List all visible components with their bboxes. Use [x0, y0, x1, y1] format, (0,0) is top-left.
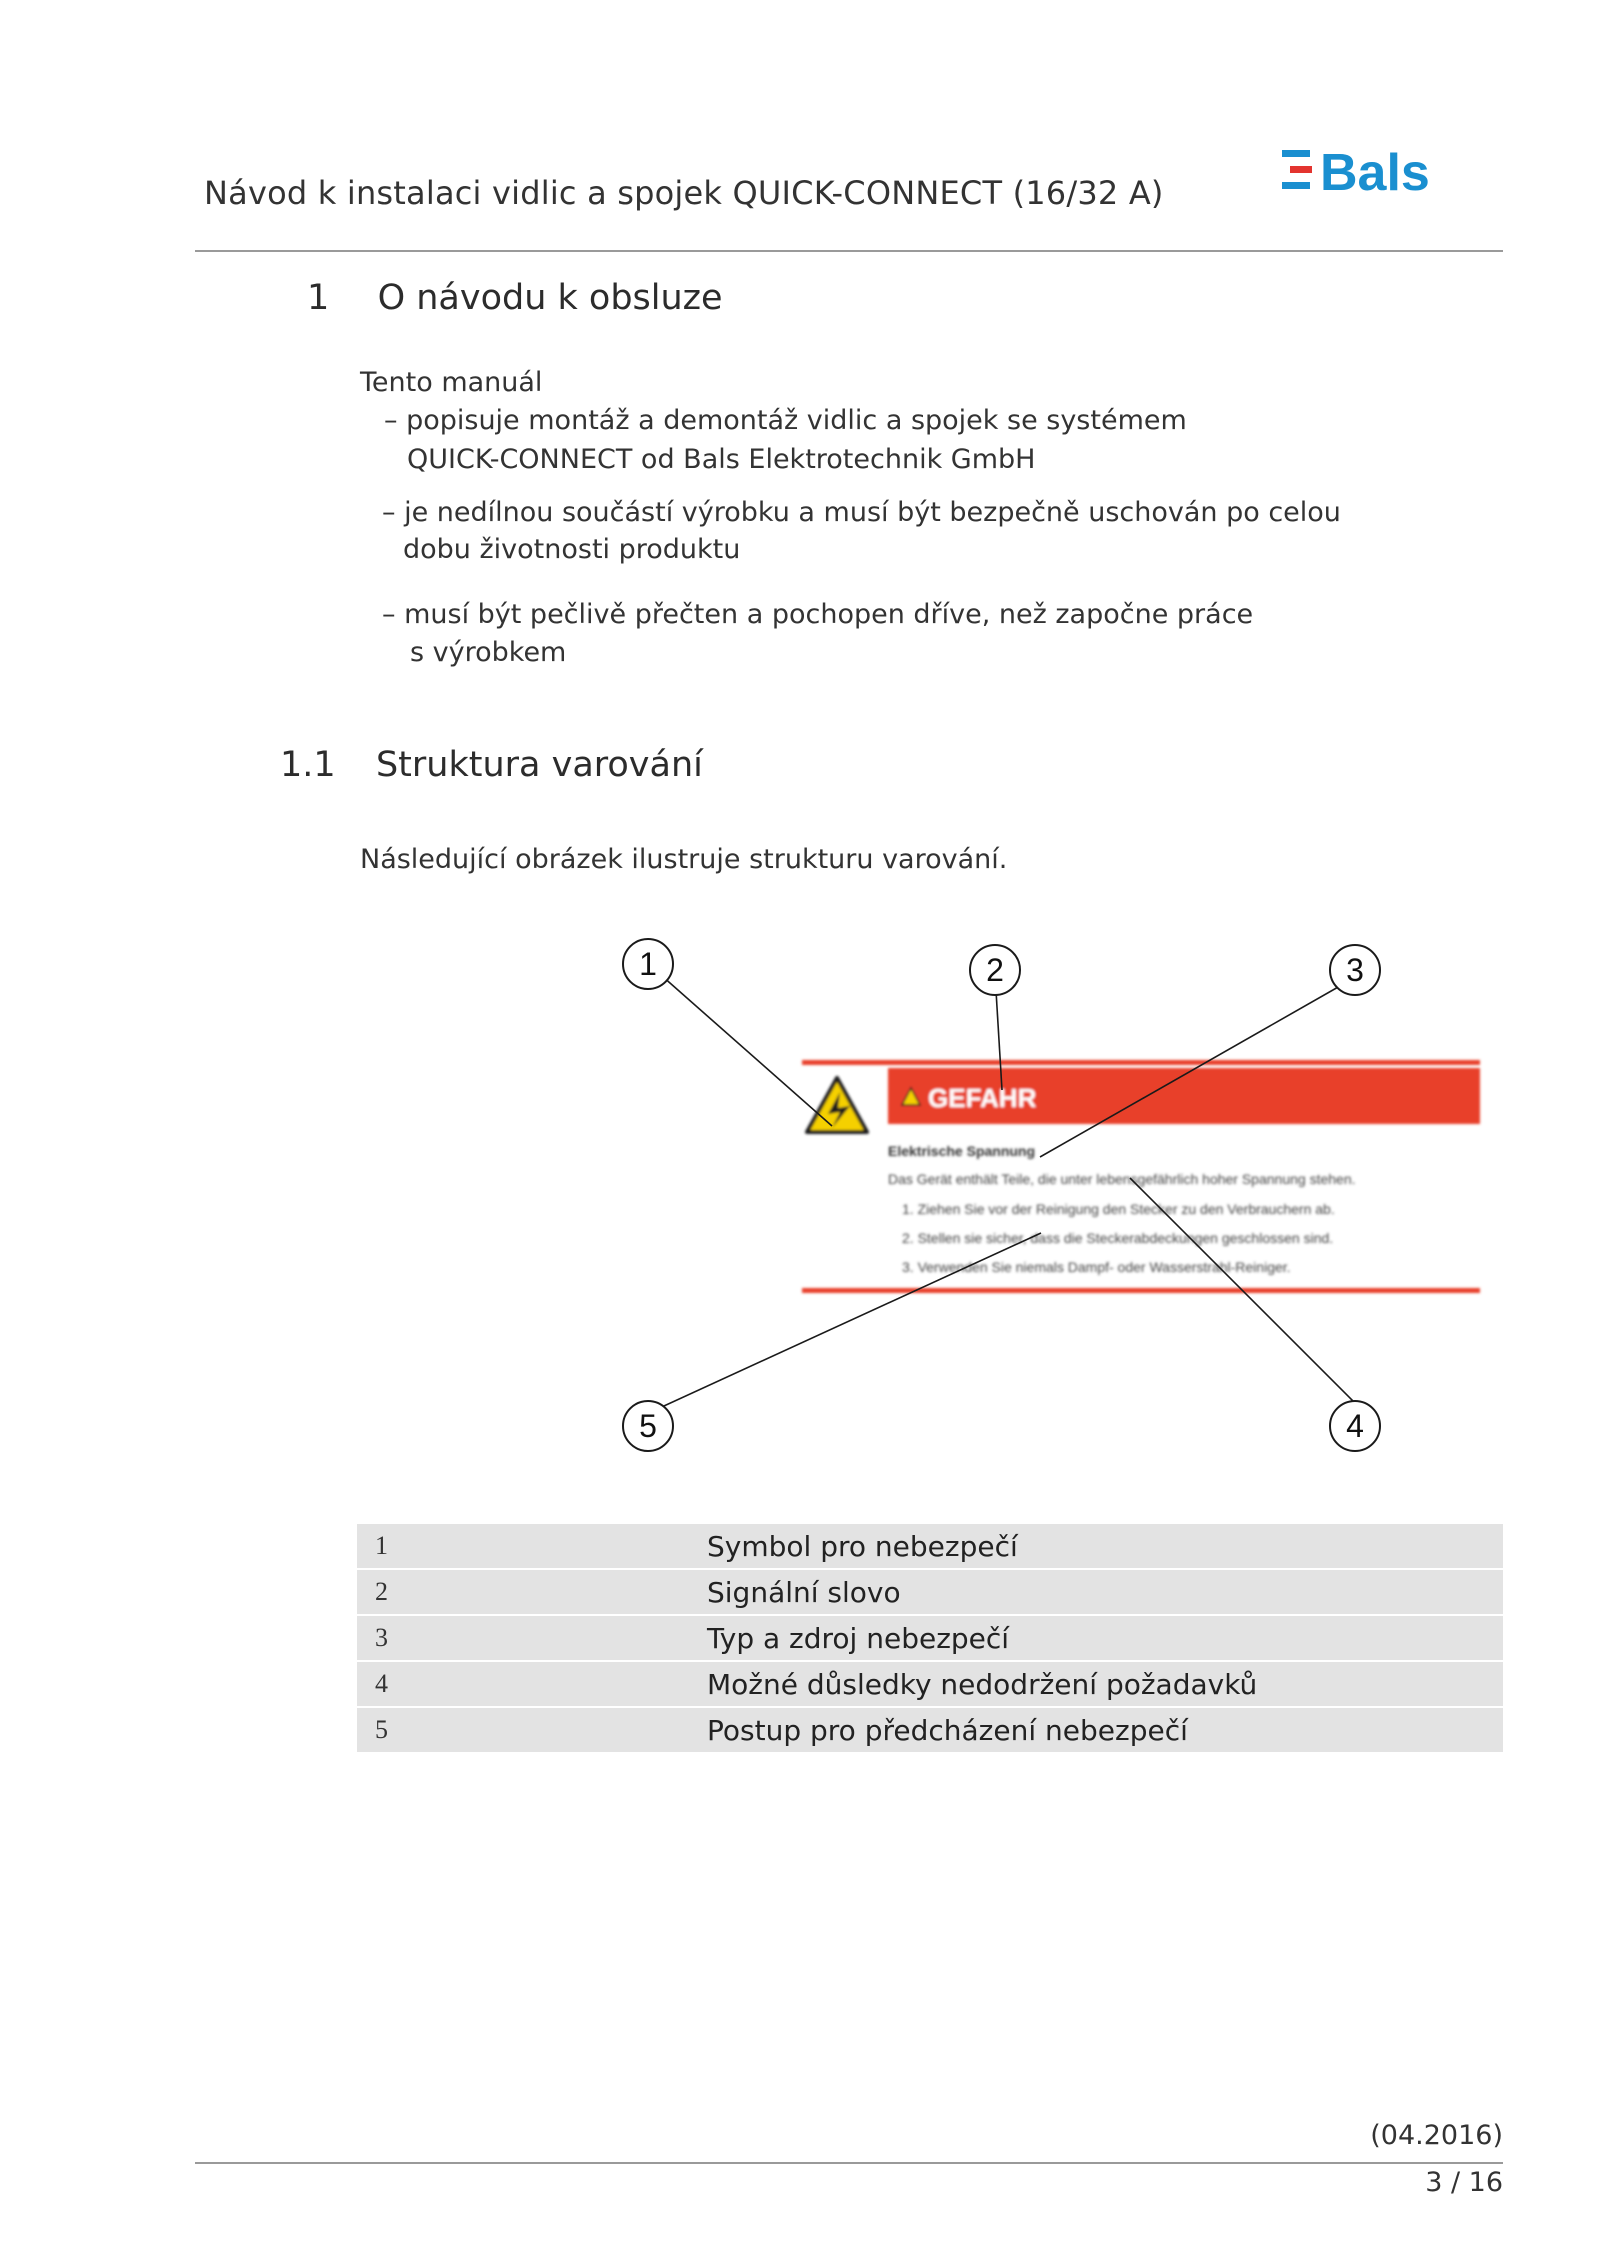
table-row	[357, 1524, 1503, 1568]
legend-table	[357, 1524, 1503, 1754]
section-title: O návodu k obsluze	[377, 278, 723, 318]
svg-text:5: 5	[639, 1408, 657, 1444]
legend-text: Signální slovo	[707, 1576, 901, 1609]
legend-number: 2	[375, 1577, 388, 1606]
hazard-type: Elektrische Spannung	[888, 1143, 1036, 1159]
electric-hazard-icon	[807, 1078, 867, 1132]
section-heading-1-1	[280, 745, 703, 785]
logo-wordmark: Bals	[1320, 144, 1430, 196]
warning-bottom-rule	[802, 1288, 1480, 1293]
legend-number: 1	[375, 1531, 388, 1560]
signal-word: GEFAHR	[928, 1083, 1037, 1113]
intro-text: Tento manuál	[360, 367, 543, 398]
legend-number: 3	[375, 1623, 388, 1652]
warning-structure-figure	[600, 930, 1500, 1470]
callout-4	[1330, 1401, 1380, 1451]
section-heading-1	[307, 278, 723, 318]
warning-top-rule	[802, 1060, 1480, 1065]
bullet-2-line-2: dobu životnosti produktu	[403, 534, 741, 565]
header-rule	[195, 250, 1503, 252]
svg-text:2: 2	[986, 952, 1004, 988]
svg-text:4: 4	[1346, 1408, 1364, 1444]
callout-leaders	[653, 968, 1361, 1411]
table-row	[357, 1708, 1503, 1752]
table-row	[357, 1616, 1503, 1660]
bullet-1-line-1: – popisuje montáž a demontáž vidlic a spojek se systémem	[384, 405, 1187, 436]
callout-1	[623, 939, 673, 989]
bullet-2-line-1: – je nedílnou součástí výrobku a musí být bezpečně uschován po celou	[382, 497, 1341, 528]
callout-2	[970, 945, 1020, 995]
svg-text:1: 1	[639, 946, 657, 982]
legend-text: Postup pro předcházení nebezpečí	[707, 1714, 1188, 1747]
prevention-step-3: 3. Verwenden Sie niemals Dampf- oder Wasserstrahl-Reiniger.	[902, 1259, 1291, 1275]
figure-intro-text: Následující obrázek ilustruje strukturu varování.	[360, 844, 1008, 875]
svg-text:3: 3	[1346, 952, 1364, 988]
page-number: 3 / 16	[1425, 2167, 1503, 2198]
section-number: 1.1	[280, 745, 336, 785]
callout-3	[1330, 945, 1380, 995]
legend-text: Typ a zdroj nebezpečí	[707, 1622, 1010, 1655]
section-title: Struktura varování	[375, 745, 703, 785]
legend-number: 4	[375, 1669, 388, 1698]
callout-5	[623, 1401, 673, 1451]
bals-logo	[1280, 144, 1502, 196]
prevention-step-1: 1. Ziehen Sie vor der Reinigung den Stecker zu den Verbrauchern ab.	[902, 1201, 1335, 1217]
legend-text: Symbol pro nebezpečí	[707, 1530, 1018, 1563]
hazard-consequence: Das Gerät enthält Teile, die unter lebensgefährlich hoher Spannung stehen.	[888, 1171, 1356, 1187]
warning-sample	[802, 1060, 1480, 1293]
prevention-step-2: 2. Stellen sie sicher, dass die Steckerabdeckungen geschlossen sind.	[902, 1230, 1334, 1246]
document-title: Návod k instalaci vidlic a spojek QUICK-CONNECT (16/32 A)	[204, 174, 1164, 212]
bullet-1-line-2: QUICK-CONNECT od Bals Elektrotechnik GmbH	[407, 444, 1036, 475]
legend-text: Možné důsledky nedodržení požadavků	[707, 1668, 1258, 1701]
table-row	[357, 1570, 1503, 1614]
document-date: (04.2016)	[1370, 2120, 1503, 2151]
bullet-3-line-1: – musí být pečlivě přečten a pochopen dříve, než započne práce	[382, 599, 1254, 630]
section-number: 1	[307, 278, 330, 318]
footer-rule	[195, 2162, 1503, 2164]
legend-number: 5	[375, 1715, 388, 1744]
bullet-3-line-2: s výrobkem	[410, 637, 567, 668]
table-row	[357, 1662, 1503, 1706]
